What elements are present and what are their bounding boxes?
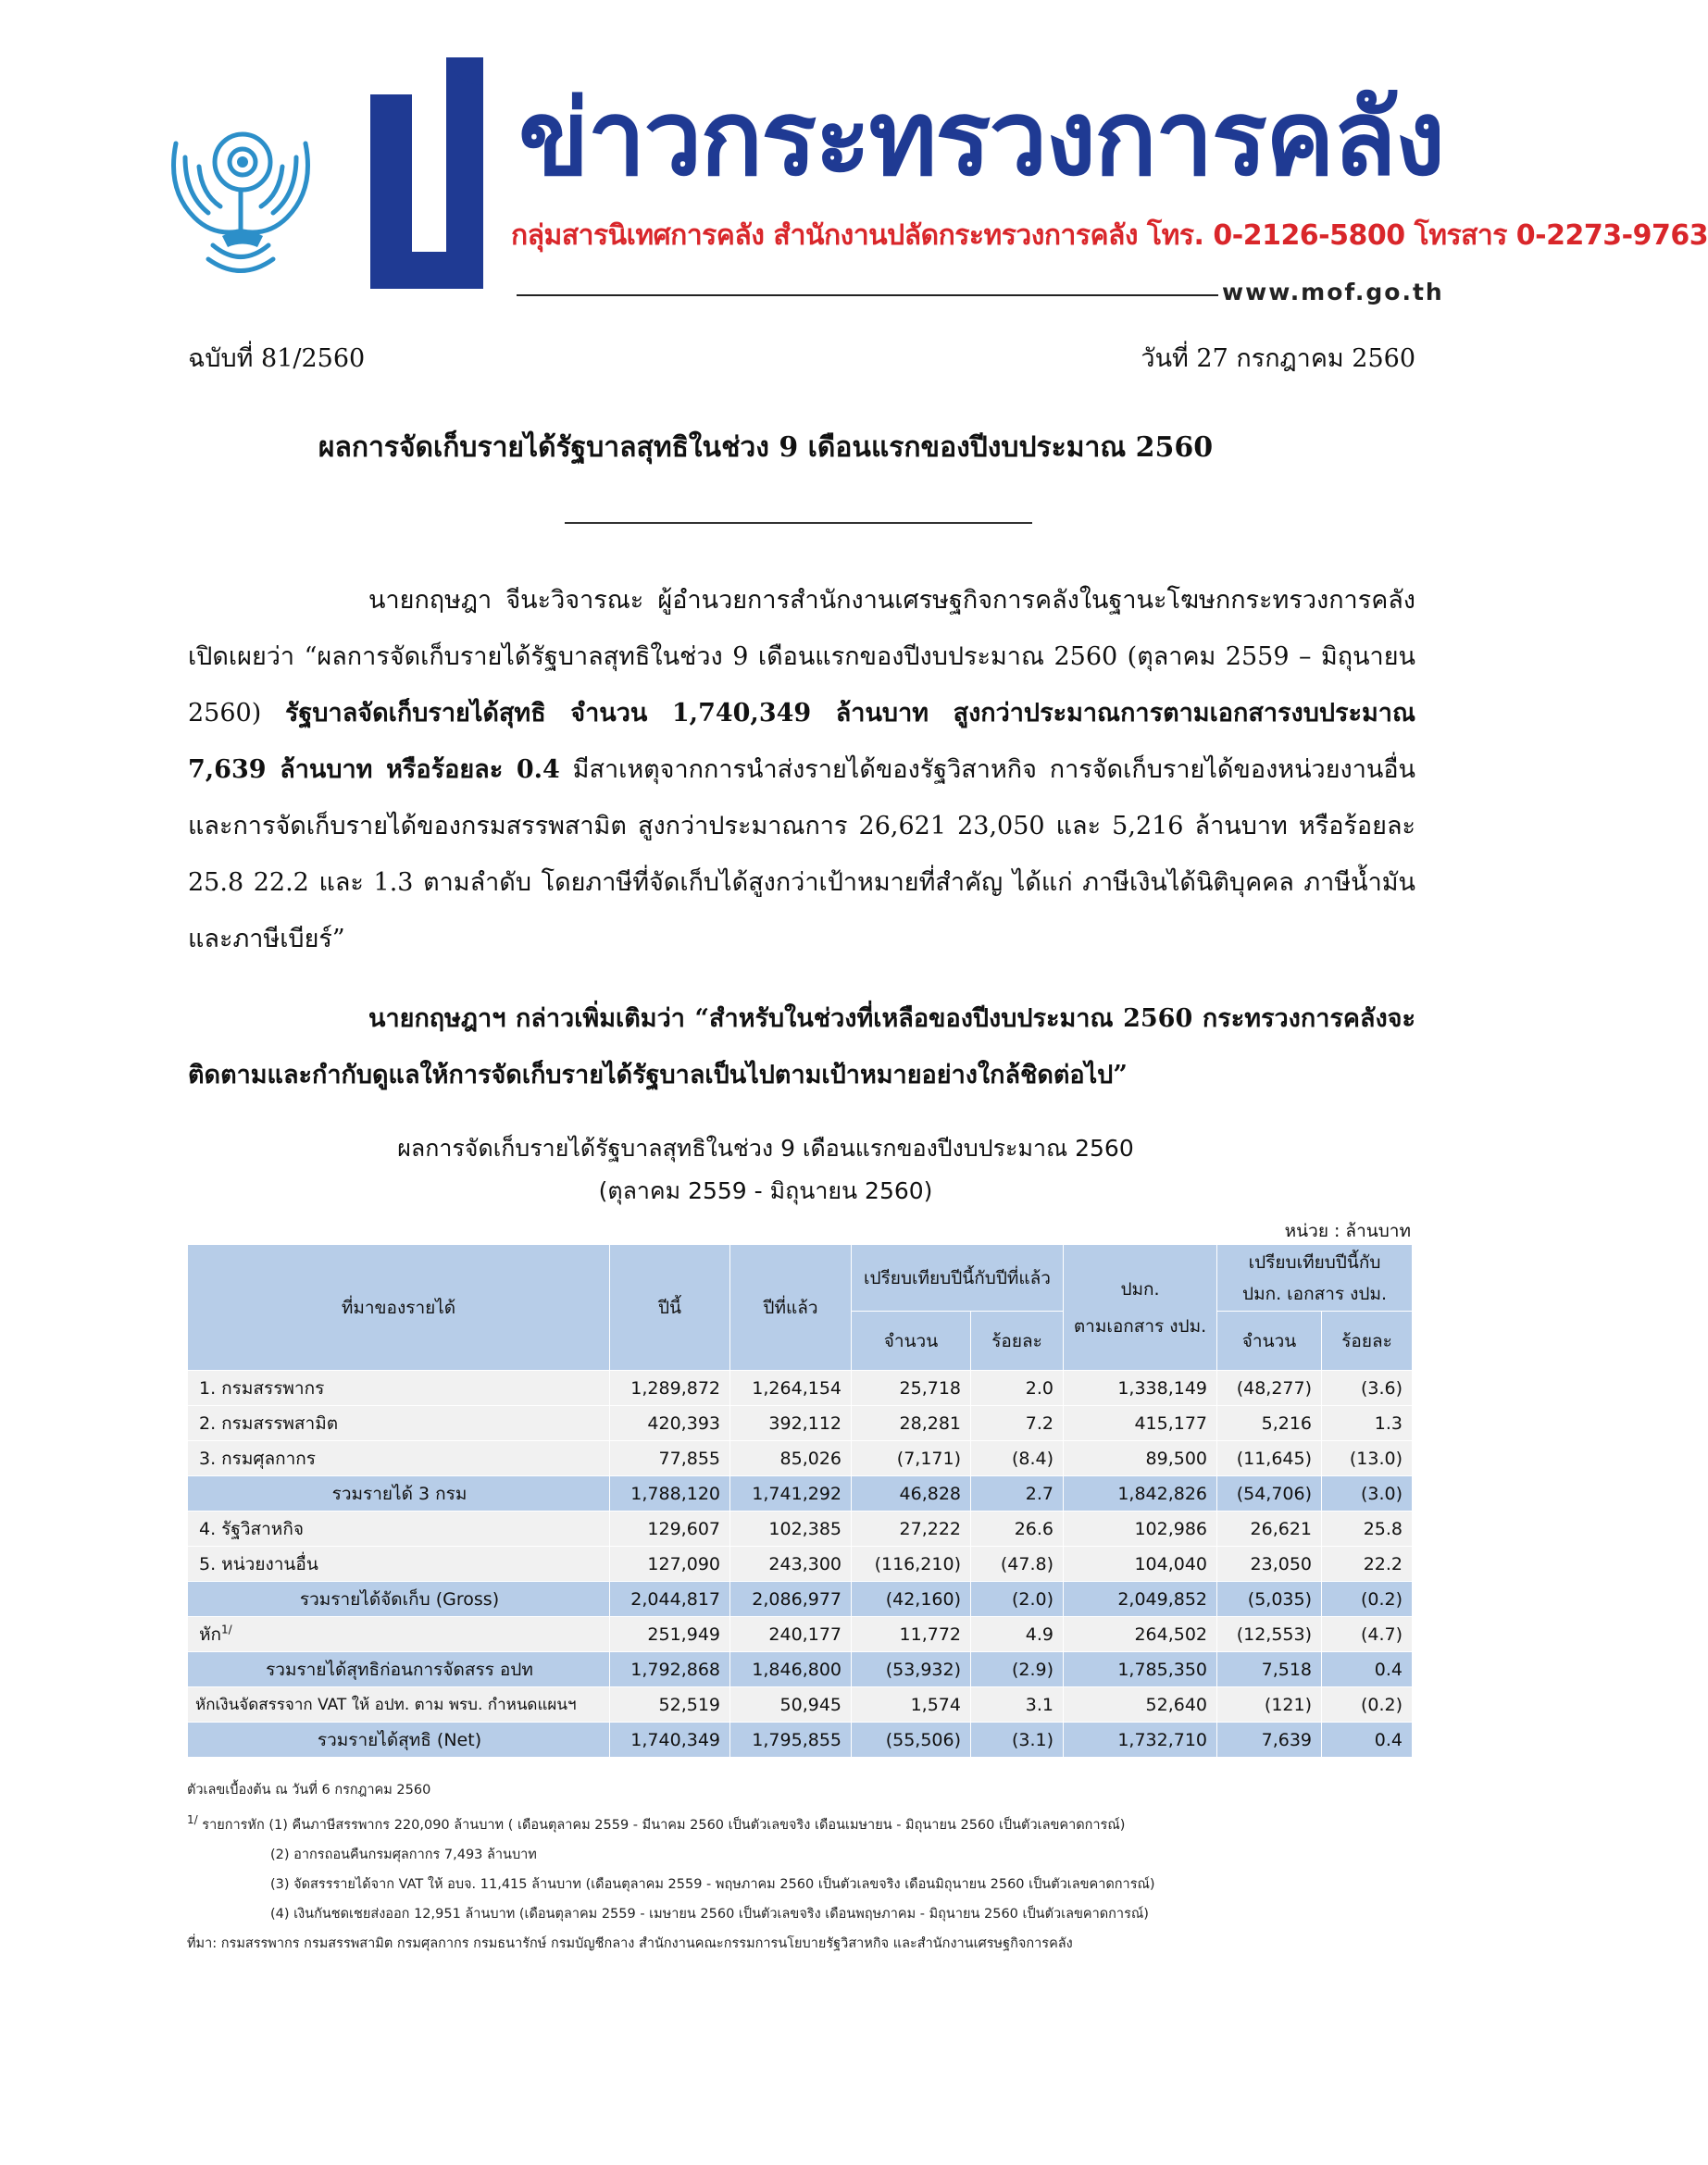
header-estimate (1064, 1245, 1217, 1371)
table-subtotal-row (188, 1476, 1413, 1512)
paragraph-1-text-b: มีสาเหตุจากการนำส่งรายได้ของรัฐวิสาหกิจ การจัดเก็บรายได้ของหน่วยงานอื่น และการจัดเก็บรายได้ของกรมสรรพสามิต สูงกว่าประมาณการ 26,621 23,050 และ 5,216 ล้านบาท หรือร้อยละ 25.8 22.2 และ 1.3 ตามลำดับ โดยภาษีที่จัดเก็บได้สูงกว่าเป้าหมายที่สำคัญ ได้แก่ ภาษีเงินได้นิติบุคคล ภาษีน้ำมัน และภาษีเบียร์” (188, 755, 1415, 953)
table-header (188, 1245, 1413, 1371)
row-label (188, 1547, 610, 1582)
cell-diff: (7,171) (852, 1441, 971, 1476)
table-row (188, 1687, 1413, 1723)
cell-this-year: 1,792,868 (610, 1652, 730, 1687)
cell-diff-est-pct: (0.2) (1322, 1687, 1413, 1723)
cell-diff-est: 7,518 (1217, 1652, 1322, 1687)
row-label-text: หักเงินจัดสรรจาก VAT ให้ อปท. ตาม พรบ. กำหนดแผนฯ (195, 1696, 577, 1714)
cell-diff-est-pct: 0.4 (1322, 1652, 1413, 1687)
cell-this-year: 251,949 (610, 1617, 730, 1652)
header-amount-2: จำนวน (1217, 1312, 1322, 1371)
cell-this-year: 1,289,872 (610, 1371, 730, 1406)
cell-last-year: 1,846,800 (730, 1652, 852, 1687)
cell-diff-pct: (2.0) (971, 1582, 1064, 1617)
cell-diff: 28,281 (852, 1406, 971, 1441)
cell-diff-pct: 26.6 (971, 1512, 1064, 1547)
table-body (188, 1371, 1413, 1758)
cell-diff-pct: 2.0 (971, 1371, 1064, 1406)
cell-diff-pct: (8.4) (971, 1441, 1064, 1476)
cell-diff-est-pct: 22.2 (1322, 1547, 1413, 1582)
cell-diff-est-pct: (3.0) (1322, 1476, 1413, 1512)
header-compare-estimate-line1: เปรียบเทียบปีนี้กับ (1248, 1251, 1381, 1273)
cell-diff: (55,506) (852, 1723, 971, 1758)
cell-diff-est: (48,277) (1217, 1371, 1322, 1406)
table-row (188, 1441, 1413, 1476)
cell-estimate: 1,785,350 (1064, 1652, 1217, 1687)
cell-diff-est: 5,216 (1217, 1406, 1322, 1441)
header-amount: จำนวน (852, 1312, 971, 1371)
page-title: ผลการจัดเก็บรายได้รัฐบาลสุทธิในช่วง 9 เดือนแรกของปีงบประมาณ 2560 (318, 431, 1214, 464)
cell-diff-pct: (47.8) (971, 1547, 1064, 1582)
cell-last-year: 1,795,855 (730, 1723, 852, 1758)
row-label (188, 1582, 610, 1617)
note-deduction-4: (4) เงินกันชดเชยส่งออก 12,951 ล้านบาท (เดือนตุลาคม 2559 - เมษายน 2560 เป็นตัวเลขจริง เดือนพฤษภาคม - มิถุนายน 2560 เป็นตัวเลขคาดการณ์) (270, 1906, 1149, 1922)
note-preliminary: ตัวเลขเบื้องต้น ณ วันที่ 6 กรกฎาคม 2560 (187, 1783, 431, 1798)
header-estimate-line2: ตามเอกสาร งปม. (1073, 1315, 1207, 1337)
row-label-text: 2. กรมสรรพสามิต (199, 1412, 339, 1434)
cell-estimate: 104,040 (1064, 1547, 1217, 1582)
paragraph-2 (188, 990, 1415, 1103)
table-row (188, 1371, 1413, 1406)
paragraph-1-text-a: นายกฤษฎา จีนะวิจารณะ ผู้อำนวยการสำนักงานเศรษฐกิจการคลังในฐานะโฆษกกระทรวงการคลัง เปิดเผยว่า “ผลการจัดเก็บรายได้รัฐบาลสุทธิในช่วง 9 เดือนแรกของปีงบประมาณ 2560 (ตุลาคม 2559 – มิถุนายน 2560) (188, 586, 1415, 728)
title-divider (565, 522, 1032, 524)
cell-diff-est-pct: 1.3 (1322, 1406, 1413, 1441)
row-label (188, 1652, 610, 1687)
cell-diff: 25,718 (852, 1371, 971, 1406)
paragraph-1 (188, 572, 1415, 967)
cell-estimate: 102,986 (1064, 1512, 1217, 1547)
revenue-table (187, 1244, 1413, 1758)
cell-last-year: 392,112 (730, 1406, 852, 1441)
row-label-text: รวมรายได้ 3 กรม (331, 1483, 468, 1504)
cell-estimate: 1,842,826 (1064, 1476, 1217, 1512)
note-deductions (187, 1805, 1418, 1840)
cell-diff-est-pct: 0.4 (1322, 1723, 1413, 1758)
cell-diff: (53,932) (852, 1652, 971, 1687)
cell-diff-est-pct: (0.2) (1322, 1582, 1413, 1617)
cell-estimate: 264,502 (1064, 1617, 1217, 1652)
header-compare-estimate-line2: ปมก. เอกสาร งปม. (1242, 1283, 1388, 1304)
cell-last-year: 50,945 (730, 1687, 852, 1723)
cell-this-year: 77,855 (610, 1441, 730, 1476)
row-label (188, 1512, 610, 1547)
cell-diff: 27,222 (852, 1512, 971, 1547)
table-subtotal-row (188, 1652, 1413, 1687)
cell-diff-est: 23,050 (1217, 1547, 1322, 1582)
cell-this-year: 127,090 (610, 1547, 730, 1582)
cell-estimate: 415,177 (1064, 1406, 1217, 1441)
cell-diff-est-pct: (13.0) (1322, 1441, 1413, 1476)
note-deduction-3: (3) จัดสรรรายได้จาก VAT ให้ อบจ. 11,415 ล้านบาท (เดือนตุลาคม 2559 - พฤษภาคม 2560 เป็นตัวเลขจริง เดือนมิถุนายน 2560 เป็นตัวเลขคาดการณ์) (270, 1876, 1155, 1892)
cell-diff-est-pct: 25.8 (1322, 1512, 1413, 1547)
row-label-text: รวมรายได้จัดเก็บ (Gross) (299, 1588, 500, 1610)
masthead-letter-icon (361, 57, 491, 289)
header-percent: ร้อยละ (971, 1312, 1064, 1371)
cell-diff-est: 26,621 (1217, 1512, 1322, 1547)
row-label (188, 1617, 610, 1652)
table-row (188, 1617, 1413, 1652)
cell-diff-pct: (3.1) (971, 1723, 1064, 1758)
paragraph-1-bold: รัฐบาลจัดเก็บรายได้สุทธิ จำนวน 1,740,349 ล้านบาท สูงกว่าประมาณการตามเอกสารงบประมาณ 7,639 ล้านบาท หรือร้อยละ 0.4 (188, 699, 1415, 784)
row-label-text: 1. กรมสรรพากร (199, 1377, 325, 1399)
cell-diff: 46,828 (852, 1476, 971, 1512)
row-label-text: 5. หน่วยงานอื่น (199, 1553, 318, 1574)
cell-this-year: 2,044,817 (610, 1582, 730, 1617)
table-row (188, 1406, 1413, 1441)
paragraph-2-bold: นายกฤษฎาฯ กล่าวเพิ่มเติมว่า “สำหรับในช่วงที่เหลือของปีงบประมาณ 2560 กระทรวงการคลังจะติดตามและกำกับดูแลให้การจัดเก็บรายได้รัฐบาลเป็นไปตามเป้าหมายอย่างใกล้ชิดต่อไป” (188, 1004, 1415, 1089)
table-subtotal-row (188, 1723, 1413, 1758)
masthead-contact: กลุ่มสารนิเทศการคลัง สำนักงานปลัดกระทรวงการคลัง โทร. 0-2126-5800 โทรสาร 0-2273-9763 (511, 219, 1708, 252)
cell-this-year: 420,393 (610, 1406, 730, 1441)
table-row (188, 1547, 1413, 1582)
header-compare-estimate (1217, 1245, 1413, 1312)
header-estimate-line1: ปมก. (1120, 1278, 1160, 1300)
row-label (188, 1723, 610, 1758)
row-label (188, 1476, 610, 1512)
note-sup: 1/ (187, 1813, 198, 1826)
issue-number: ฉบับที่ 81/2560 (188, 344, 366, 373)
cell-diff: 11,772 (852, 1617, 971, 1652)
cell-last-year: 2,086,977 (730, 1582, 852, 1617)
masthead-rule (517, 294, 1218, 296)
cell-this-year: 129,607 (610, 1512, 730, 1547)
cell-diff: 1,574 (852, 1687, 971, 1723)
table-row (188, 1512, 1413, 1547)
cell-this-year: 52,519 (610, 1687, 730, 1723)
header-compare-last-year: เปรียบเทียบปีนี้กับปีที่แล้ว (852, 1245, 1064, 1312)
cell-estimate: 89,500 (1064, 1441, 1217, 1476)
cell-diff-pct: 7.2 (971, 1406, 1064, 1441)
header-last-year: ปีที่แล้ว (730, 1245, 852, 1371)
note-deduction-1: รายการหัก (1) คืนภาษีสรรพากร 220,090 ล้านบาท ( เดือนตุลาคม 2559 - มีนาคม 2560 เป็นตัวเลขจริง เดือนเมษายน - มิถุนายน 2560 เป็นตัวเลขคาดการณ์) (197, 1817, 1126, 1833)
cell-diff-est: (5,035) (1217, 1582, 1322, 1617)
table-unit: หน่วย : ล้านบาท (1284, 1221, 1411, 1241)
cell-estimate: 2,049,852 (1064, 1582, 1217, 1617)
cell-diff: (42,160) (852, 1582, 971, 1617)
cell-diff-est-pct: (4.7) (1322, 1617, 1413, 1652)
cell-last-year: 1,741,292 (730, 1476, 852, 1512)
cell-diff-pct: (2.9) (971, 1652, 1064, 1687)
cell-diff-est: (12,553) (1217, 1617, 1322, 1652)
cell-last-year: 243,300 (730, 1547, 852, 1582)
row-label (188, 1687, 610, 1723)
cell-last-year: 102,385 (730, 1512, 852, 1547)
row-footnote-marker: 1/ (221, 1623, 232, 1636)
cell-estimate: 1,338,149 (1064, 1371, 1217, 1406)
masthead-url[interactable]: www.mof.go.th (1222, 279, 1444, 305)
table-title: ผลการจัดเก็บรายได้รัฐบาลสุทธิในช่วง 9 เดือนแรกของปีงบประมาณ 2560 (397, 1135, 1134, 1162)
cell-estimate: 52,640 (1064, 1687, 1217, 1723)
cell-estimate: 1,732,710 (1064, 1723, 1217, 1758)
row-label (188, 1371, 610, 1406)
cell-diff-est-pct: (3.6) (1322, 1371, 1413, 1406)
cell-diff-est: (121) (1217, 1687, 1322, 1723)
row-label (188, 1441, 610, 1476)
row-label (188, 1406, 610, 1441)
cell-diff-est: 7,639 (1217, 1723, 1322, 1758)
issue-date: วันที่ 27 กรกฎาคม 2560 (1141, 344, 1415, 373)
cell-this-year: 1,740,349 (610, 1723, 730, 1758)
header-source: ที่มาของรายได้ (188, 1245, 610, 1371)
garuda-emblem-icon (157, 106, 319, 282)
cell-last-year: 240,177 (730, 1617, 852, 1652)
header-percent-2: ร้อยละ (1322, 1312, 1413, 1371)
table-subtotal-row (188, 1582, 1413, 1617)
row-label-text: หัก (199, 1624, 222, 1645)
row-label-text: รวมรายได้สุทธิก่อนการจัดสรร อปท (266, 1659, 533, 1680)
cell-this-year: 1,788,120 (610, 1476, 730, 1512)
cell-last-year: 85,026 (730, 1441, 852, 1476)
row-label-text: 4. รัฐวิสาหกิจ (199, 1518, 304, 1539)
cell-diff: (116,210) (852, 1547, 971, 1582)
cell-diff-pct: 3.1 (971, 1687, 1064, 1723)
note-deduction-2: (2) อากรถอนคืนกรมศุลกากร 7,493 ล้านบาท (270, 1847, 537, 1862)
header-this-year: ปีนี้ (610, 1245, 730, 1371)
cell-diff-pct: 4.9 (971, 1617, 1064, 1652)
table-subtitle: (ตุลาคม 2559 - มิถุนายน 2560) (598, 1177, 933, 1204)
cell-diff-est: (54,706) (1217, 1476, 1322, 1512)
row-label-text: รวมรายได้สุทธิ (Net) (317, 1729, 482, 1750)
cell-diff-est: (11,645) (1217, 1441, 1322, 1476)
masthead (0, 0, 1708, 315)
cell-diff-pct: 2.7 (971, 1476, 1064, 1512)
masthead-title: ข่าวกระทรวงการคลัง (518, 79, 1444, 199)
cell-last-year: 1,264,154 (730, 1371, 852, 1406)
table-notes (187, 1775, 1418, 1959)
row-label-text: 3. กรมศุลกากร (199, 1448, 316, 1469)
note-source: ที่มา: กรมสรรพากร กรมสรรพสามิต กรมศุลกากร กรมธนารักษ์ กรมบัญชีกลาง สำนักงานคณะกรรมการนโยบายรัฐวิสาหกิจ และสำนักงานเศรษฐกิจการคลัง (187, 1935, 1073, 1951)
